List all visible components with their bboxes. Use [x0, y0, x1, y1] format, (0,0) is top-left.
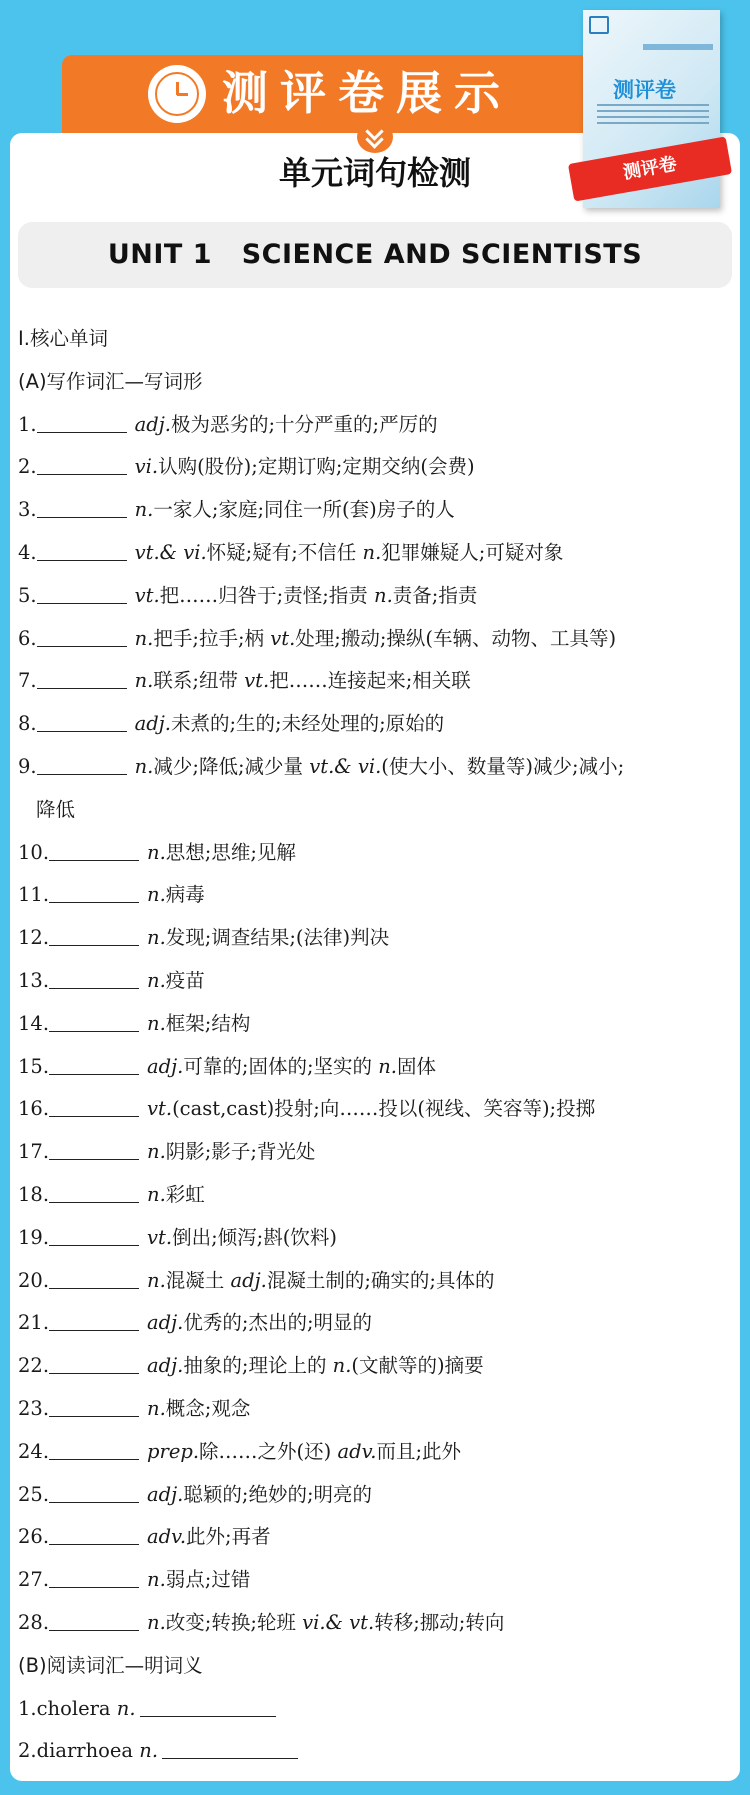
- definition-text: 混凝土: [165, 1268, 231, 1292]
- item-number: 19.: [18, 1225, 50, 1249]
- part-of-speech: adj.: [147, 1482, 184, 1506]
- item-number: 26.: [18, 1525, 50, 1549]
- answer-blank[interactable]: [49, 1353, 139, 1374]
- definition-text: 减少;降低;减少量: [153, 754, 310, 778]
- vocab-item: [18, 446, 730, 489]
- unit-title-box: [18, 222, 732, 288]
- definition-text: 固体: [396, 1054, 436, 1078]
- vocab-item: [18, 832, 730, 875]
- vocab-item: [18, 618, 730, 661]
- part-of-speech: n.: [147, 1396, 166, 1420]
- publisher-logo-icon: [589, 16, 609, 34]
- item-number: 8.: [18, 712, 37, 736]
- vocab-item: [18, 1088, 730, 1131]
- definition-text: 把……连接起来;相关联: [269, 669, 471, 693]
- part-of-speech: vt.: [147, 1225, 173, 1249]
- item-number: 20.: [18, 1268, 50, 1292]
- vocab-word: diarrhoea: [36, 1739, 140, 1763]
- vocab-item: [18, 1046, 730, 1089]
- part-of-speech: adj.: [147, 1054, 184, 1078]
- definition-text: 怀疑;疑有;不信任: [206, 540, 363, 564]
- part-of-speech: n.: [147, 926, 166, 950]
- item-number: 12.: [18, 926, 50, 950]
- answer-blank[interactable]: [140, 1696, 276, 1717]
- definition-text: (使大小、数量等)减少;减小;: [381, 754, 625, 778]
- answer-blank[interactable]: [49, 1439, 139, 1460]
- vocab-item: [18, 1431, 730, 1474]
- part-of-speech: n.: [332, 1354, 352, 1378]
- answer-blank[interactable]: [37, 497, 127, 518]
- vocab-item: [18, 1131, 730, 1174]
- definition-text: 彩虹: [165, 1182, 205, 1206]
- definition-text: 责备;指责: [392, 583, 478, 607]
- part-of-speech: vt.& vi.: [309, 754, 382, 778]
- part-of-speech: vt.: [270, 626, 296, 650]
- definition-text: 把手;拉手;柄: [153, 626, 271, 650]
- answer-blank[interactable]: [49, 1567, 139, 1588]
- definition-text: 未煮的;生的;未经处理的;原始的: [170, 712, 445, 736]
- answer-blank[interactable]: [49, 882, 139, 903]
- answer-blank[interactable]: [49, 1482, 139, 1503]
- answer-blank[interactable]: [37, 754, 127, 775]
- item-number: 13.: [18, 968, 50, 992]
- item-number: 14.: [18, 1011, 50, 1035]
- item-number: 15.: [18, 1054, 50, 1078]
- section-heading-core-words: Ⅰ.核心单词: [18, 327, 108, 350]
- vocab-item: [18, 532, 730, 575]
- worksheet-content: [18, 318, 730, 1773]
- definition-text: 概念;观念: [165, 1396, 251, 1420]
- item-number: 28.: [18, 1610, 50, 1634]
- clock-icon: [148, 65, 206, 123]
- part-of-speech: adj.: [147, 1354, 184, 1378]
- reading-vocab-item: [18, 1688, 730, 1731]
- item-number: 2.: [18, 1739, 37, 1763]
- part-of-speech: vi.& vt.: [302, 1610, 375, 1634]
- item-number: 18.: [18, 1182, 50, 1206]
- part-of-speech: adv.: [147, 1525, 187, 1549]
- vocab-item: [18, 1345, 730, 1388]
- answer-blank[interactable]: [49, 1011, 139, 1032]
- reading-vocab-item: [18, 1730, 730, 1773]
- vocab-item: [18, 575, 730, 618]
- vocab-item: [18, 660, 730, 703]
- vocab-item: [18, 746, 730, 789]
- part-of-speech: vt.: [244, 669, 270, 693]
- vocab-item: [18, 1388, 730, 1431]
- part-of-speech: n.: [147, 1610, 166, 1634]
- vocab-item: [18, 1302, 730, 1345]
- item-number: 6.: [18, 626, 37, 650]
- answer-blank[interactable]: [49, 1610, 139, 1631]
- item-number: 24.: [18, 1439, 50, 1463]
- item-number: 2.: [18, 455, 37, 479]
- part-of-speech: n.: [147, 968, 166, 992]
- definition-text: 处理;搬动;操纵(车辆、动物、工具等): [295, 626, 617, 650]
- vocab-item: [18, 917, 730, 960]
- part-of-speech: n.: [147, 840, 166, 864]
- item-number: 11.: [18, 883, 50, 907]
- item-number: 1.: [18, 1696, 37, 1720]
- part-of-speech: n.: [139, 1739, 159, 1763]
- item-number: 27.: [18, 1568, 50, 1592]
- part-of-speech: adj.: [147, 1311, 184, 1335]
- item-number: 16.: [18, 1097, 50, 1121]
- part-of-speech: adj.: [134, 712, 171, 736]
- item-number: 1.: [18, 412, 37, 436]
- answer-blank[interactable]: [49, 1139, 139, 1160]
- part-of-speech: prep.: [147, 1439, 200, 1463]
- part-of-speech: vi.: [134, 455, 159, 479]
- vocab-item: [18, 1174, 730, 1217]
- part-of-speech: n.: [147, 1011, 166, 1035]
- vocab-item: [18, 1474, 730, 1517]
- part-of-speech: n.: [147, 1568, 166, 1592]
- part-of-speech: vt.: [147, 1097, 173, 1121]
- answer-blank[interactable]: [49, 1268, 139, 1289]
- vocab-item: [18, 1003, 730, 1046]
- answer-blank[interactable]: [49, 1310, 139, 1331]
- answer-blank[interactable]: [37, 540, 127, 561]
- unit-title: UNIT 1 SCIENCE AND SCIENTISTS: [107, 239, 643, 270]
- definition-text: 弱点;过错: [165, 1568, 251, 1592]
- item-number: 10.: [18, 840, 50, 864]
- definition-text: 改变;转换;轮班: [165, 1610, 303, 1634]
- vocab-item: [18, 404, 730, 447]
- answer-blank[interactable]: [49, 968, 139, 989]
- part-of-speech: n.: [134, 754, 154, 778]
- answer-blank[interactable]: [37, 626, 127, 647]
- definition-text: 抽象的;理论上的: [183, 1354, 333, 1378]
- answer-blank[interactable]: [49, 1054, 139, 1075]
- answer-blank[interactable]: [37, 412, 127, 433]
- item-number: 17.: [18, 1140, 50, 1164]
- writing-vocab-list: [18, 404, 730, 1645]
- answer-blank[interactable]: [37, 583, 127, 604]
- vocab-item: [18, 1559, 730, 1602]
- vocab-item: [18, 1516, 730, 1559]
- item-number: 5.: [18, 583, 37, 607]
- definition-text: 聪颖的;绝妙的;明亮的: [183, 1482, 373, 1506]
- item-number: 7.: [18, 669, 37, 693]
- vocab-item: [18, 1260, 730, 1303]
- definition-text: (文献等的)摘要: [351, 1354, 484, 1378]
- item-number: 22.: [18, 1354, 50, 1378]
- answer-blank[interactable]: [49, 1396, 139, 1417]
- part-of-speech: vt.: [134, 583, 160, 607]
- definition-text: 联系;纽带: [153, 669, 245, 693]
- part-of-speech: n.: [134, 669, 154, 693]
- definition-text: 一家人;家庭;同住一所(套)房子的人: [153, 498, 455, 522]
- part-of-speech: adj.: [230, 1268, 267, 1292]
- section-heading-reading-vocab: (B)阅读词汇—明词义: [18, 1653, 203, 1677]
- section-heading-writing-vocab: (A)写作词汇—写词形: [18, 369, 203, 393]
- answer-blank[interactable]: [49, 925, 139, 946]
- answer-blank[interactable]: [49, 840, 139, 861]
- definition-text: 优秀的;杰出的;明显的: [183, 1311, 373, 1335]
- definition-text: 犯罪嫌疑人;可疑对象: [381, 540, 564, 564]
- reading-vocab-list: [18, 1688, 730, 1774]
- part-of-speech: n.: [147, 1182, 166, 1206]
- part-of-speech: n.: [374, 583, 393, 607]
- part-of-speech: n.: [147, 883, 166, 907]
- part-of-speech: n.: [134, 626, 154, 650]
- answer-blank[interactable]: [49, 1182, 139, 1203]
- answer-blank[interactable]: [37, 454, 127, 475]
- vocab-item: [18, 1602, 730, 1645]
- definition-text: 可靠的;固体的;坚实的: [183, 1054, 379, 1078]
- part-of-speech: vt.& vi.: [134, 540, 207, 564]
- item-number: 4.: [18, 540, 37, 564]
- definition-text: 病毒: [165, 883, 205, 907]
- part-of-speech: adj.: [134, 412, 171, 436]
- item-number: 21.: [18, 1311, 50, 1335]
- definition-text: 把……归咎于;责怪;指责: [159, 583, 375, 607]
- answer-blank[interactable]: [37, 711, 127, 732]
- part-of-speech: n.: [362, 540, 382, 564]
- definition-text: 除……之外(还): [199, 1439, 338, 1463]
- item-number: 9.: [18, 754, 37, 778]
- answer-blank[interactable]: [49, 1524, 139, 1545]
- definition-text: 框架;结构: [165, 1011, 251, 1035]
- definition-text: 极为恶劣的;十分严重的;严厉的: [170, 412, 438, 436]
- part-of-speech: n.: [147, 1268, 166, 1292]
- answer-blank[interactable]: [49, 1096, 139, 1117]
- item-number: 23.: [18, 1396, 50, 1420]
- definition-text: 思想;思维;见解: [165, 840, 296, 864]
- definition-text: 此外;再者: [186, 1525, 271, 1549]
- vocab-item: [18, 703, 730, 746]
- answer-blank[interactable]: [49, 1225, 139, 1246]
- definition-text: 发现;调查结果;(法律)判决: [165, 926, 390, 950]
- item-number: 25.: [18, 1482, 50, 1506]
- vocab-item: [18, 1217, 730, 1260]
- definition-text: 混凝土制的;确实的;具体的: [266, 1268, 495, 1292]
- definition-text: 转移;挪动;转向: [374, 1610, 505, 1634]
- part-of-speech: n.: [134, 498, 154, 522]
- vocab-item: [18, 489, 730, 532]
- definition-text: 而且;此外: [376, 1439, 462, 1463]
- part-of-speech: adv.: [337, 1439, 377, 1463]
- definition-text: 倒出;倾泻;斟(饮料): [172, 1225, 337, 1249]
- definition-continuation: 降低: [36, 797, 76, 821]
- banner-title: 测评卷展示: [222, 66, 512, 120]
- ribbon-label: 测评卷: [621, 153, 679, 184]
- item-number: 3.: [18, 498, 37, 522]
- vocab-item: [18, 960, 730, 1003]
- definition-text: 疫苗: [165, 968, 205, 992]
- definition-text: 认购(股份);定期订购;定期交纳(会费): [158, 455, 475, 479]
- page-subtitle: 单元词句检测: [278, 154, 471, 192]
- answer-blank[interactable]: [162, 1738, 298, 1759]
- answer-blank[interactable]: [37, 668, 127, 689]
- vocab-word: cholera: [36, 1696, 117, 1720]
- part-of-speech: n.: [147, 1140, 166, 1164]
- vocab-item: [18, 874, 730, 917]
- definition-text: (cast,cast)投射;向……投以(视线、笑容等);投掷: [172, 1097, 596, 1121]
- book-brand: 测评卷: [613, 78, 676, 102]
- part-of-speech: n.: [378, 1054, 397, 1078]
- part-of-speech: n.: [116, 1696, 136, 1720]
- definition-text: 阴影;影子;背光处: [165, 1140, 316, 1164]
